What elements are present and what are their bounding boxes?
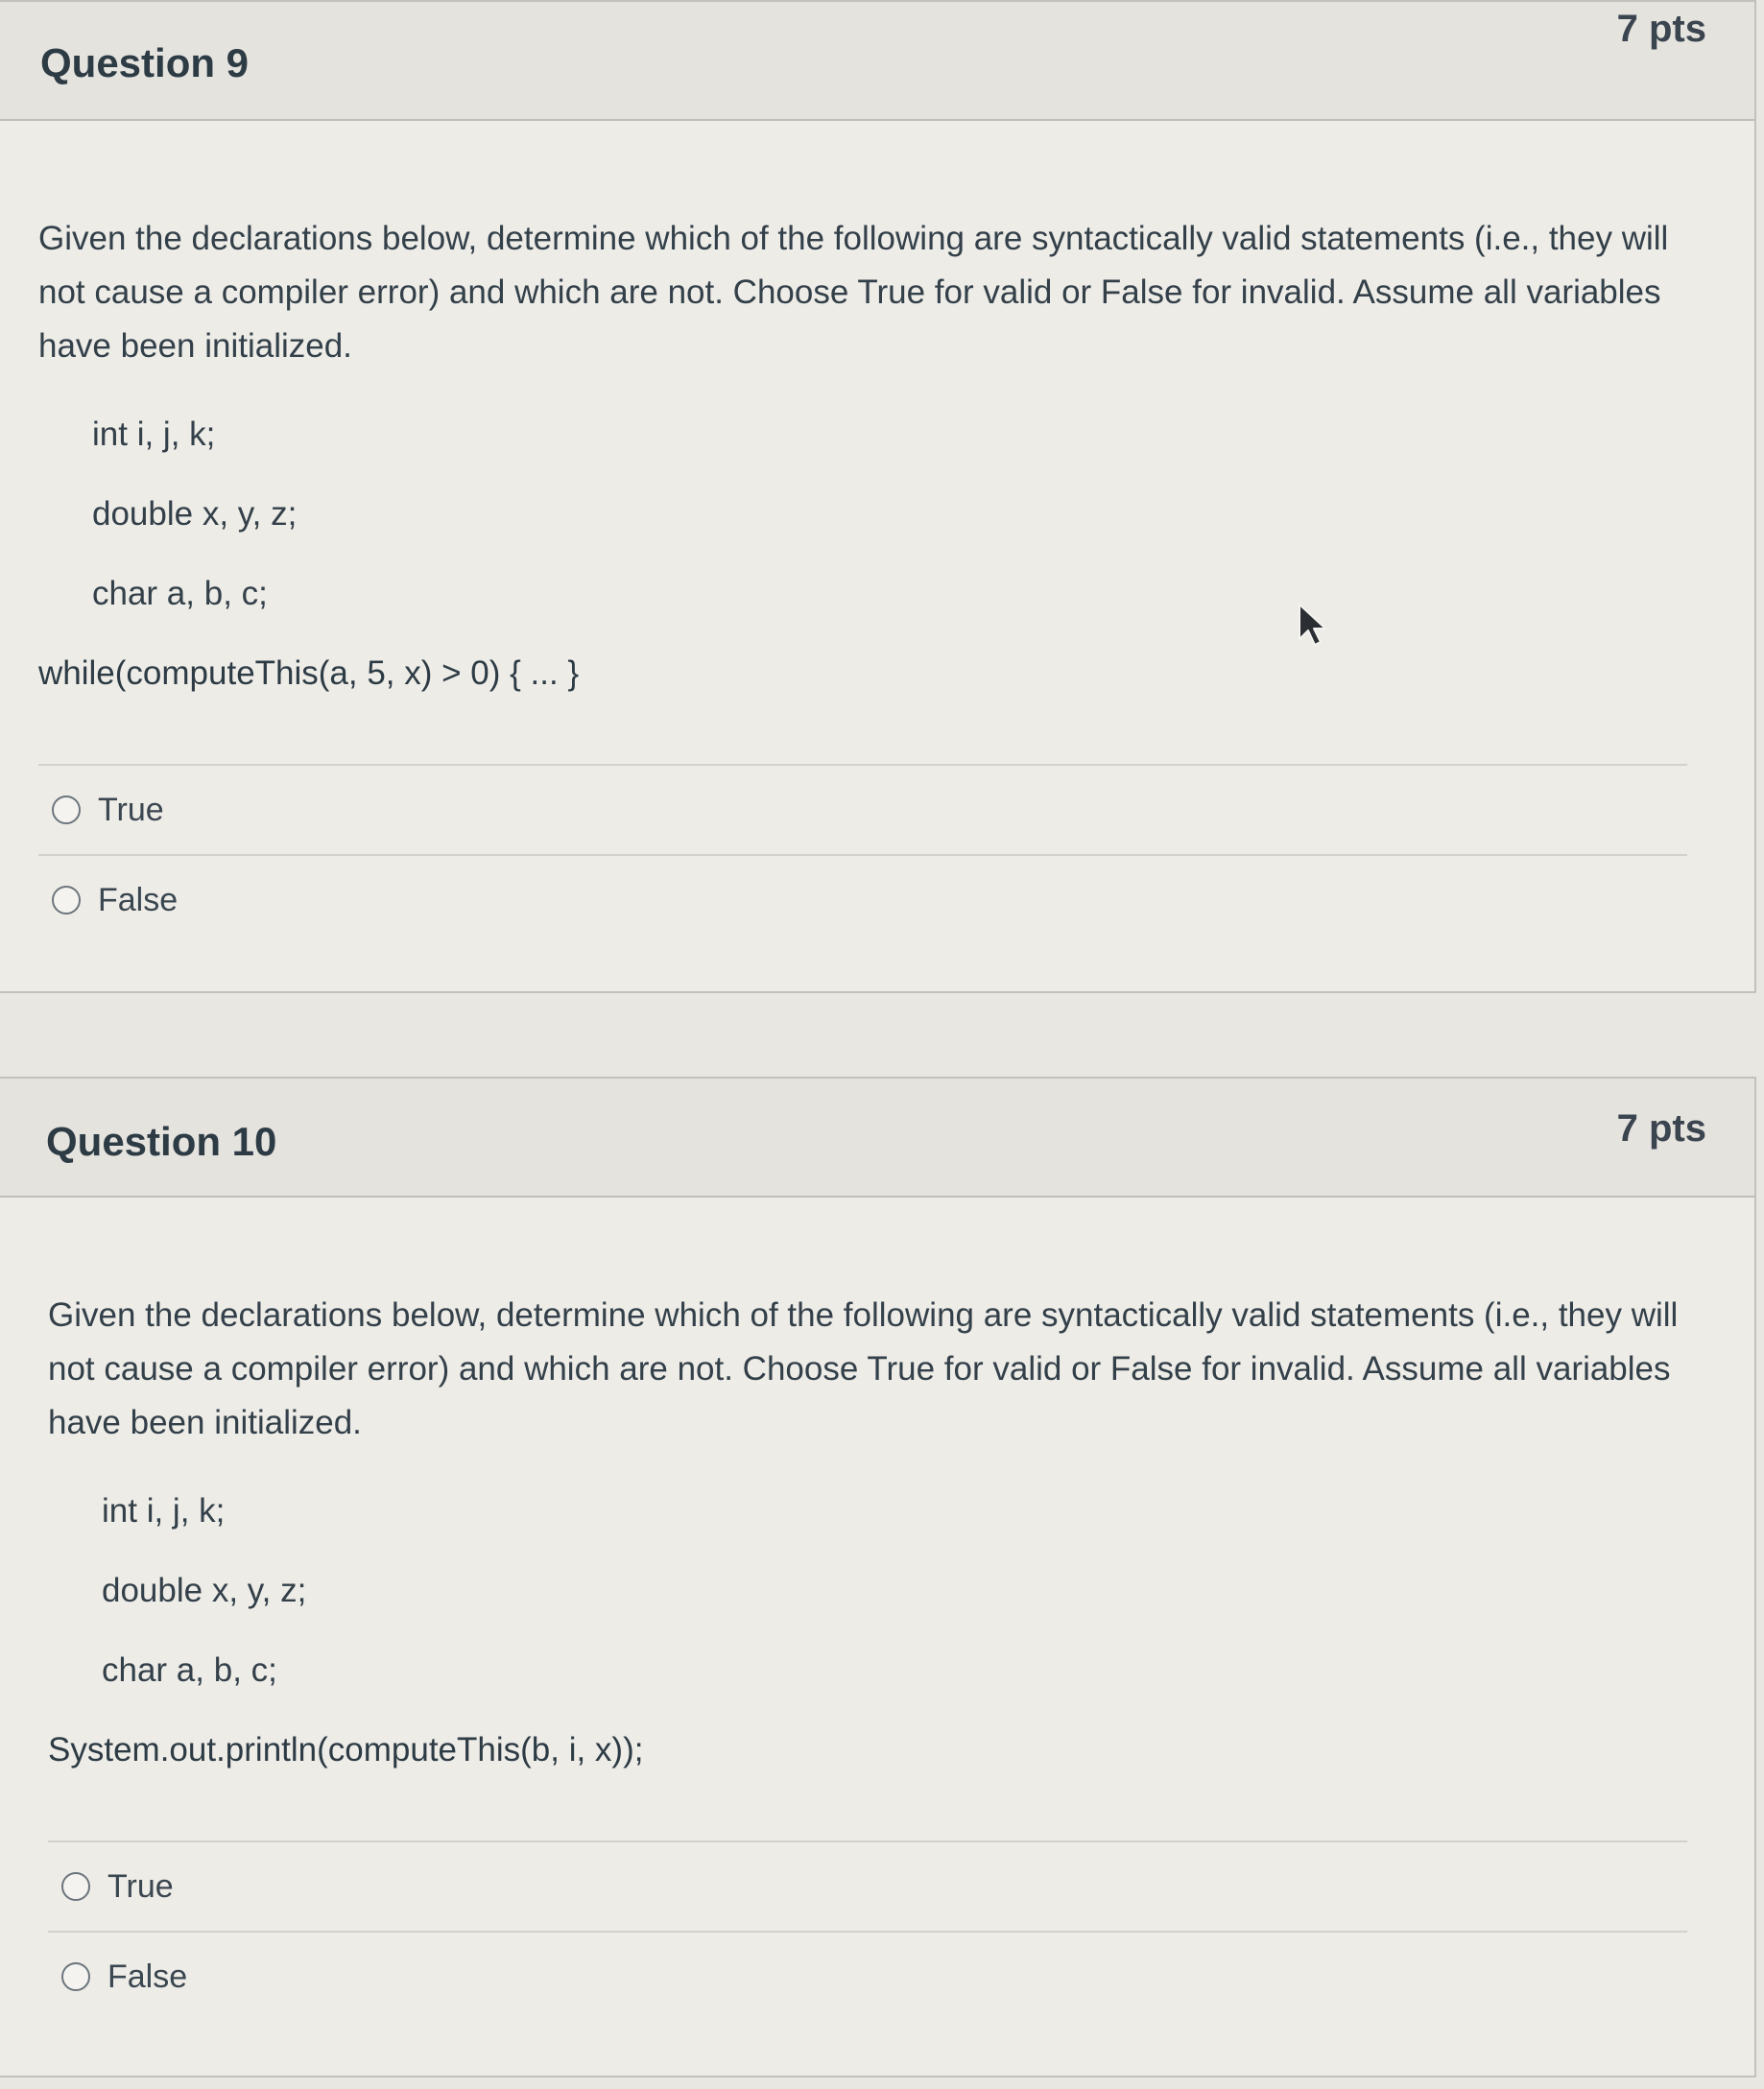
declaration-line: double x, y, z; [92, 494, 298, 533]
radio-button-icon[interactable] [61, 1962, 90, 1991]
question-header [0, 2, 1754, 121]
question-header [0, 1079, 1754, 1198]
question-prompt: Given the declarations below, determine which of the following are syntactically valid statements (i.e., they will not cause a compiler error) and which are not. Choose True for valid or False for invalid. Assume all variables have been initialized. [48, 1296, 1679, 1441]
question-title: Question 9 [40, 40, 250, 85]
answer-list [48, 1840, 1687, 2021]
question-body [0, 212, 1754, 944]
declaration-line: double x, y, z; [102, 1571, 307, 1609]
question-title: Question 10 [46, 1119, 277, 1164]
answer-option-false[interactable] [48, 1933, 1687, 2021]
declarations [48, 1471, 1697, 1710]
answer-list [38, 764, 1687, 944]
answer-option-false[interactable] [38, 856, 1687, 944]
question-points: 7 pts [1616, 1107, 1706, 1150]
code-statement: System.out.println(computeThis(b, i, x)); [48, 1731, 644, 1769]
answer-label: True [107, 1867, 174, 1905]
answer-label: True [98, 791, 164, 828]
declaration-line: int i, j, k; [102, 1491, 226, 1530]
radio-button-icon[interactable] [61, 1872, 90, 1901]
mouse-pointer-icon [1296, 603, 1334, 651]
question-points: 7 pts [1616, 8, 1706, 50]
question-prompt: Given the declarations below, determine which of the following are syntactically valid statements (i.e., they will not cause a compiler error) and which are not. Choose True for valid or False for invalid. Assume all variables have been initialized. [38, 220, 1669, 365]
declarations [38, 394, 1697, 633]
radio-button-icon[interactable] [52, 886, 81, 914]
question-body [0, 1289, 1754, 2021]
code-statement: while(computeThis(a, 5, x) > 0) { ... } [38, 654, 580, 692]
question-9-card [0, 0, 1756, 993]
declaration-line: char a, b, c; [92, 574, 268, 612]
answer-label: False [98, 881, 179, 918]
answer-option-true[interactable] [38, 766, 1687, 856]
radio-button-icon[interactable] [52, 795, 81, 824]
declaration-line: char a, b, c; [102, 1650, 277, 1689]
question-10-card [0, 1077, 1756, 2077]
declaration-line: int i, j, k; [92, 415, 216, 453]
answer-label: False [107, 1958, 188, 1995]
answer-option-true[interactable] [48, 1842, 1687, 1933]
